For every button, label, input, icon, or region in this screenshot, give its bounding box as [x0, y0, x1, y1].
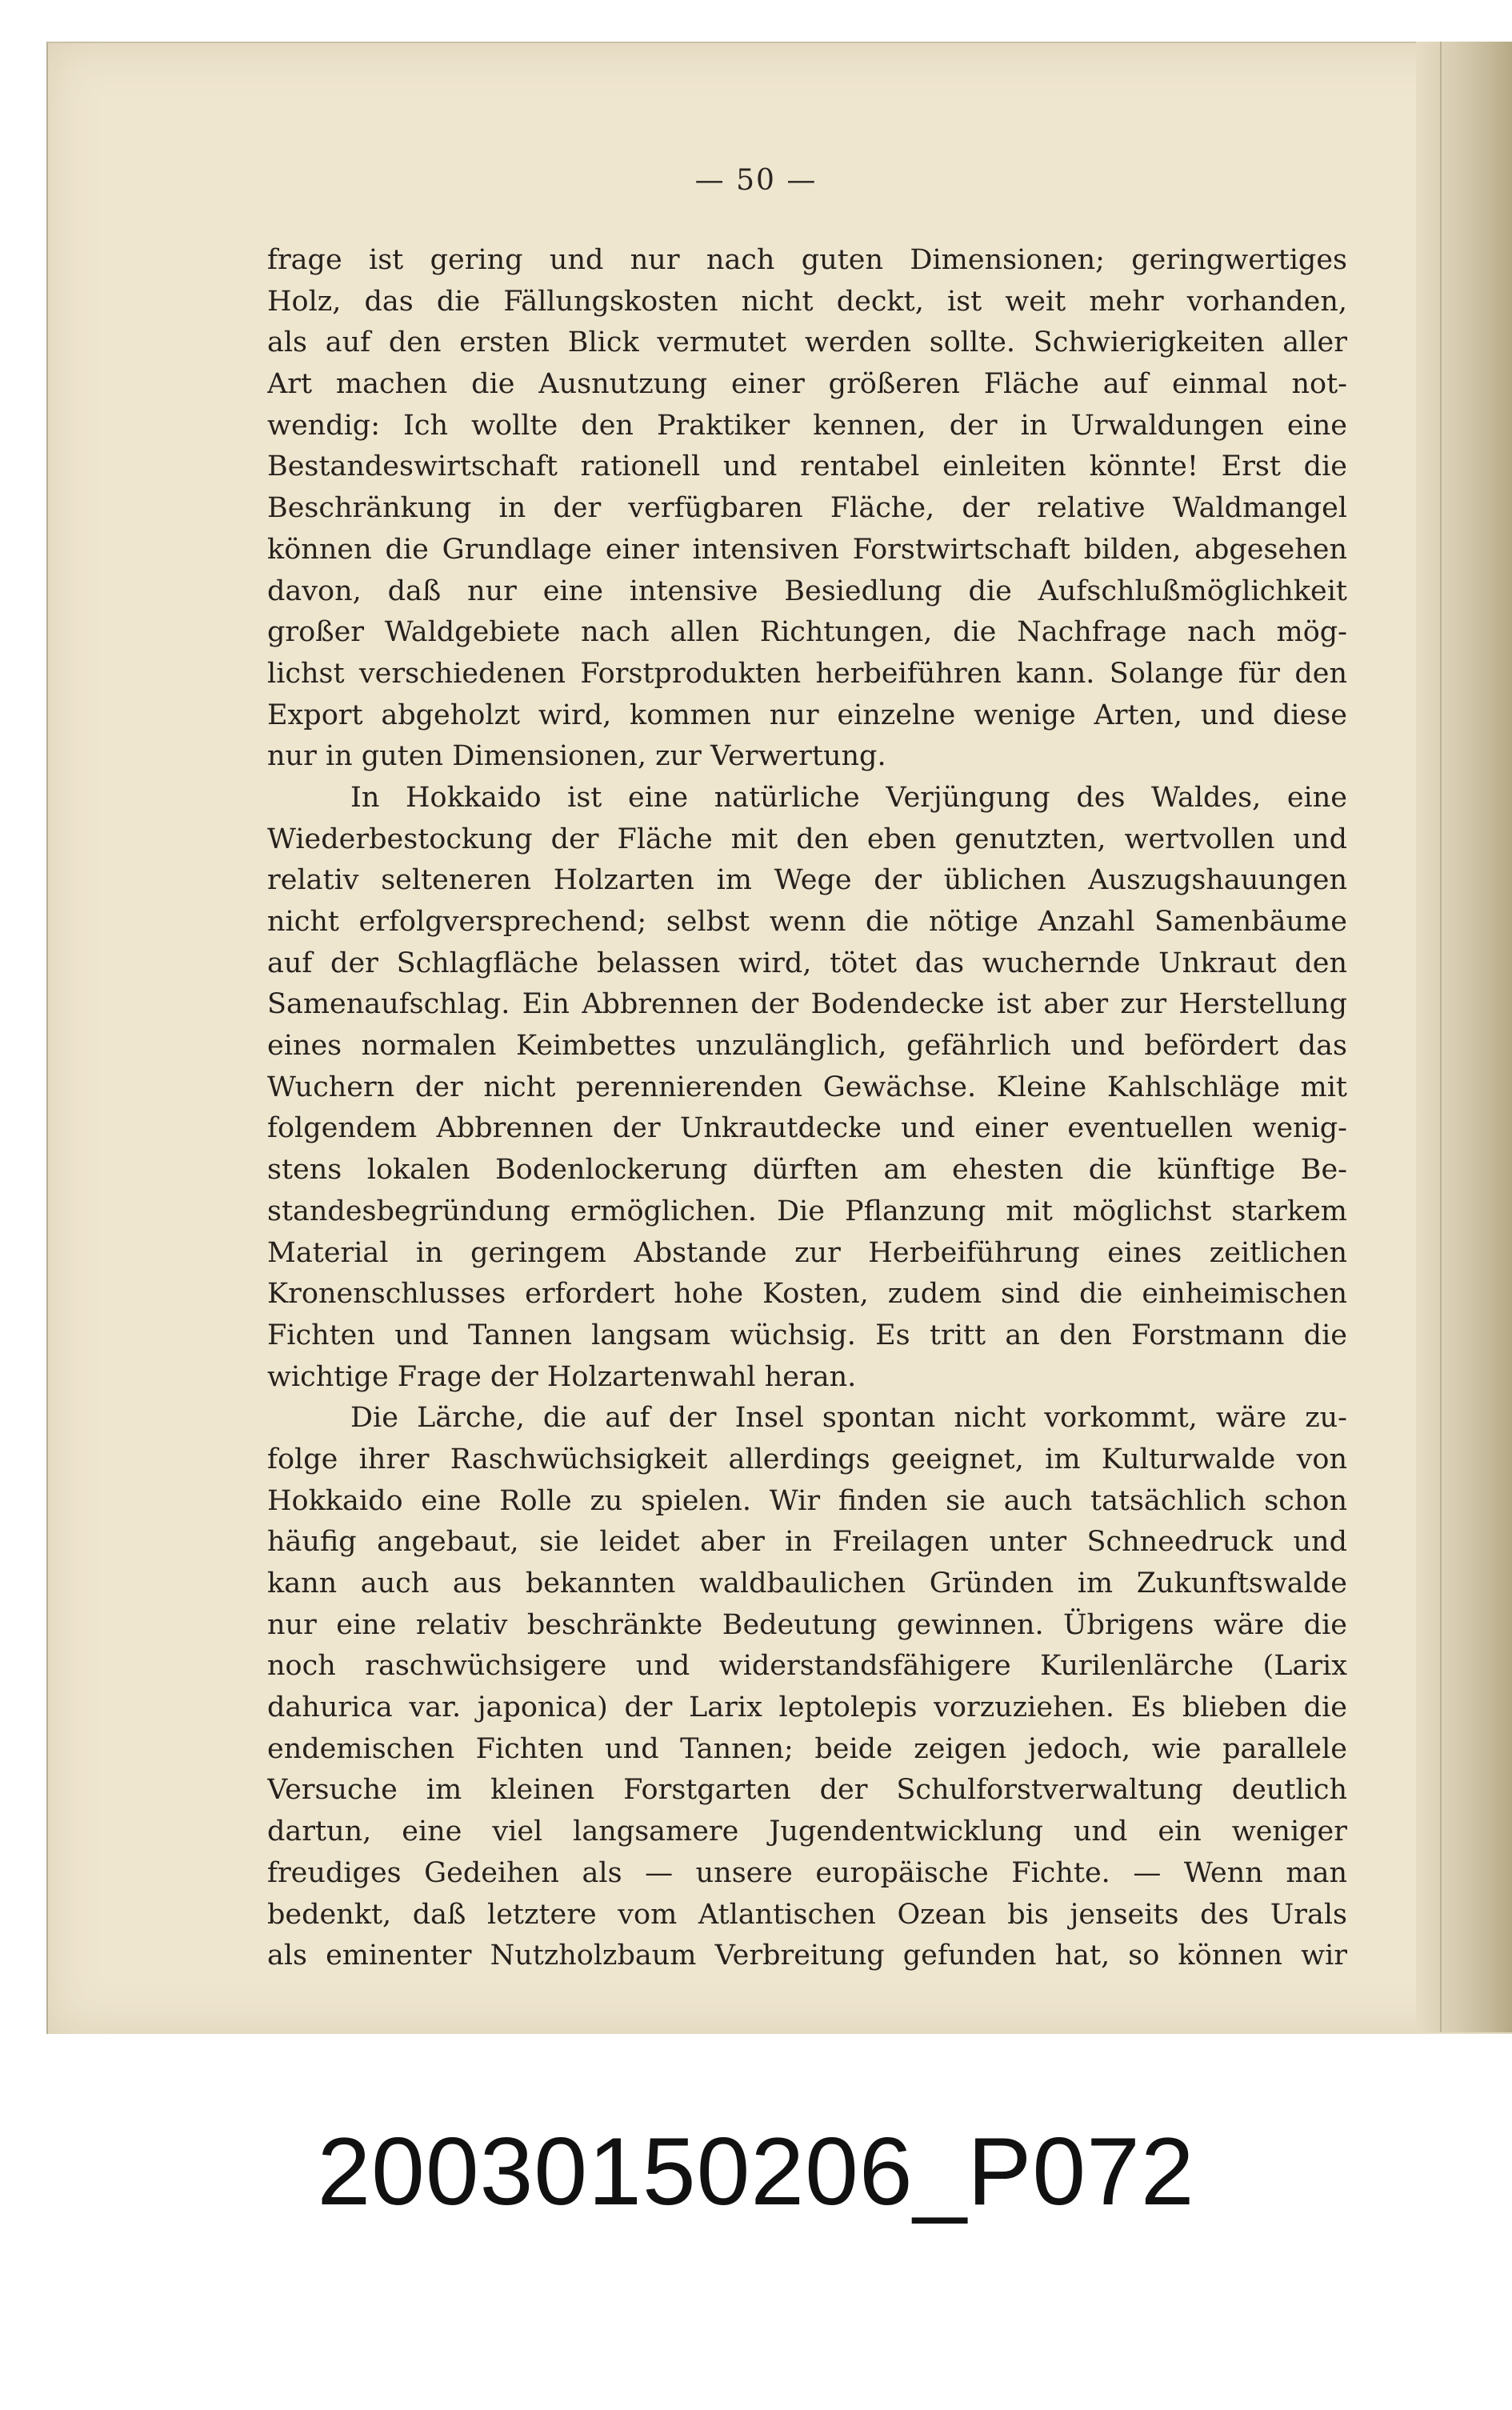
- text-line: nur eine relativ beschränkte Bedeutung gewinnen. Übrigens wäre die: [267, 1608, 1347, 1641]
- text-line: Wiederbestockung der Fläche mit den eben genutzten, wertvollen und: [267, 823, 1347, 855]
- page-fold-edge: [1416, 42, 1512, 2032]
- text-line: folgendem Abbrennen der Unkrautdecke und einer eventuellen wenig-: [267, 1112, 1347, 1145]
- text-line: folge ihrer Raschwüchsigkeit allerdings geeignet, im Kulturwalde von: [267, 1443, 1347, 1475]
- text-line: Hokkaido eine Rolle zu spielen. Wir finden sie auch tatsächlich schon: [267, 1484, 1347, 1517]
- archive-id-caption: 20030150206_P072: [317, 2118, 1195, 2225]
- body-text: [267, 240, 1347, 1977]
- text-line: freudiges Gedeihen als — unsere europäische Fichte. — Wenn man: [267, 1856, 1347, 1889]
- text-line: als eminenter Nutzholzbaum Verbreitung gefunden hat, so können wir: [267, 1940, 1347, 1972]
- text-line: auf der Schlagfläche belassen wird, tötet das wuchernde Unkraut den: [267, 947, 1347, 979]
- text-line: bedenkt, daß letztere vom Atlantischen Ozean bis jenseits des Urals: [267, 1898, 1347, 1931]
- text-line: lichst verschiedenen Forstprodukten herbeiführen kann. Solange für den: [267, 657, 1347, 690]
- text-line: eines normalen Keimbettes unzulänglich, gefährlich und befördert das: [267, 1030, 1347, 1063]
- text-line: Material in geringem Abstande zur Herbeiführung eines zeitlichen: [267, 1236, 1347, 1269]
- text-line: Export abgeholzt wird, kommen nur einzelne wenige Arten, und diese: [267, 699, 1347, 731]
- text-line: davon, daß nur eine intensive Besiedlung die Aufschlußmöglichkeit: [267, 574, 1347, 607]
- text-line: kann auch aus bekannten waldbaulichen Gründen im Zukunftswalde: [267, 1567, 1347, 1599]
- text-line: nicht erfolgversprechend; selbst wenn die nötige Anzahl Samenbäume: [267, 906, 1347, 938]
- text-line: dartun, eine viel langsamere Jugendentwicklung und ein weniger: [267, 1816, 1347, 1848]
- text-line: wendig: Ich wollte den Praktiker kennen, der in Urwaldungen eine: [267, 409, 1347, 442]
- text-line: standesbegründung ermöglichen. Die Pflanzung mit möglichst starkem: [267, 1195, 1347, 1227]
- text-line: großer Waldgebiete nach allen Richtungen, die Nachfrage nach mög-: [267, 616, 1347, 649]
- text-line: häufig angebaut, sie leidet aber in Freilagen unter Schneedruck und: [267, 1526, 1347, 1559]
- text-line: Wuchern der nicht perennierenden Gewächse. Kleine Kahlschläge mit: [267, 1071, 1347, 1103]
- text-line: Bestandeswirtschaft rationell und rentabel einleiten könnte! Erst die: [267, 450, 1347, 483]
- text-line: Samenaufschlag. Ein Abbrennen der Bodendecke ist aber zur Herstellung: [267, 988, 1347, 1021]
- text-line: Art machen die Ausnutzung einer größeren Fläche auf einmal not-: [267, 368, 1347, 401]
- text-line: Kronenschlusses erfordert hohe Kosten, zudem sind die einheimischen: [267, 1278, 1347, 1311]
- text-line: Holz, das die Fällungskosten nicht deckt, ist weit mehr vorhanden,: [267, 285, 1347, 318]
- text-line: Beschränkung in der verfügbaren Fläche, der relative Waldmangel: [267, 492, 1347, 525]
- text-line: können die Grundlage einer intensiven Forstwirtschaft bilden, abgesehen: [267, 533, 1347, 566]
- text-line: als auf den ersten Blick vermutet werden sollte. Schwierigkeiten aller: [267, 326, 1347, 359]
- text-line: stens lokalen Bodenlockerung dürften am ehesten die künftige Be-: [267, 1154, 1347, 1187]
- text-line: Fichten und Tannen langsam wüchsig. Es tritt an den Forstmann die: [267, 1319, 1347, 1351]
- text-line: endemischen Fichten und Tannen; beide zeigen jedoch, wie parallele: [267, 1732, 1347, 1765]
- text-line: Versuche im kleinen Forstgarten der Schulforstverwaltung deutlich: [267, 1774, 1347, 1807]
- text-line: frage ist gering und nur nach guten Dimensionen; geringwertiges: [267, 244, 1347, 276]
- text-line: relativ selteneren Holzarten im Wege der üblichen Auszugshauungen: [267, 864, 1347, 897]
- page-number: — 50 —: [694, 164, 818, 197]
- text-line: nur in guten Dimensionen, zur Verwertung.: [267, 740, 886, 773]
- text-line: noch raschwüchsigere und widerstandsfähigere Kurilenlärche (Larix: [267, 1650, 1347, 1683]
- text-line: In Hokkaido ist eine natürliche Verjüngung des Waldes, eine: [350, 781, 1347, 814]
- text-line: dahurica var. japonica) der Larix leptolepis vorzuziehen. Es blieben die: [267, 1691, 1347, 1724]
- text-line: wichtige Frage der Holzartenwahl heran.: [267, 1360, 857, 1393]
- text-line: Die Lärche, die auf der Insel spontan nicht vorkommt, wäre zu-: [350, 1402, 1347, 1435]
